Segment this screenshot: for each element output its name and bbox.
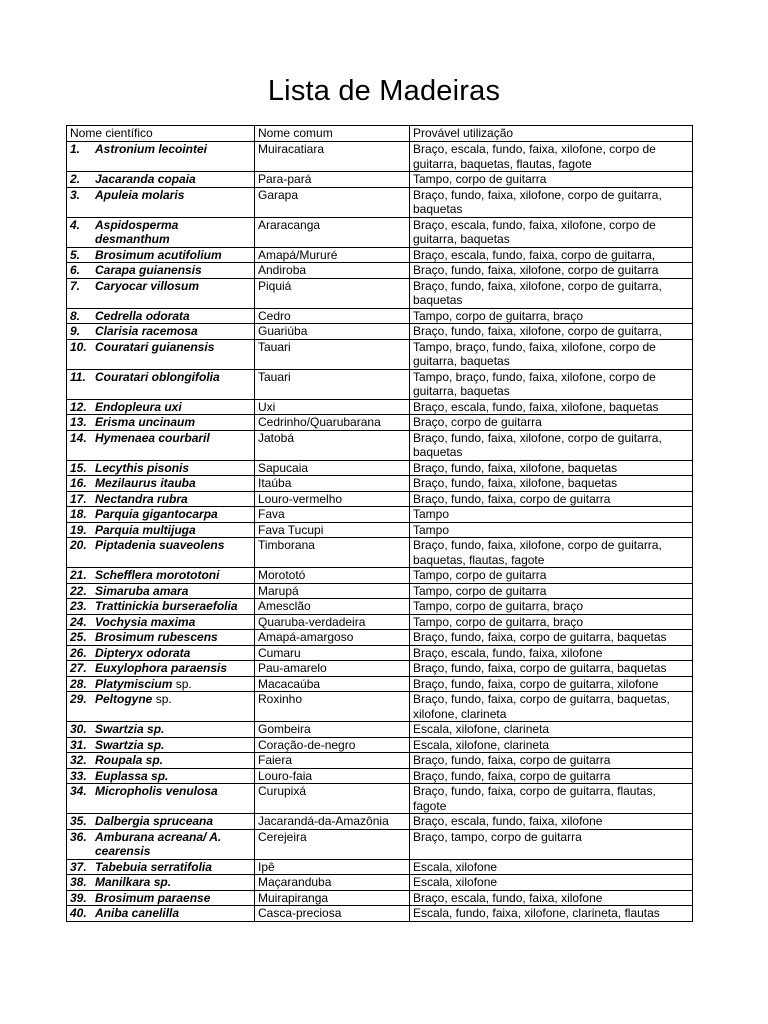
scientific-name: Jacaranda copaia — [95, 172, 196, 186]
scientific-name-cell — [67, 722, 255, 738]
scientific-name: Aniba canelilla — [95, 906, 180, 920]
table-row — [67, 187, 693, 217]
scientific-name-cell — [67, 890, 255, 906]
table-row — [67, 859, 693, 875]
scientific-name-cell — [67, 829, 255, 859]
scientific-name: Mezilaurus itauba — [95, 476, 196, 490]
table-row — [67, 676, 693, 692]
row-number: 28. — [70, 676, 87, 691]
table-row — [67, 568, 693, 584]
row-number: 30. — [70, 722, 87, 736]
scientific-name: Parquia multijuga — [95, 522, 196, 537]
row-number: 34. — [70, 784, 87, 798]
scientific-name: Lecythis pisonis — [95, 460, 190, 475]
probable-use-cell: Braço, fundo, faixa, xilofone, baquetas — [410, 476, 693, 492]
table-row — [67, 875, 693, 891]
header-common-name: Nome comum — [255, 126, 410, 142]
table-row — [67, 430, 693, 460]
probable-use-cell: Tampo, corpo de guitarra — [410, 568, 693, 584]
row-number: 1. — [70, 142, 81, 156]
table-header-row — [67, 126, 693, 142]
header-probable-use: Provável utilização — [410, 126, 693, 142]
probable-use-cell: Tampo — [410, 507, 693, 523]
common-name-cell: Araracanga — [255, 217, 410, 247]
scientific-name: Swartzia sp. — [95, 722, 165, 736]
common-name-cell: Roxinho — [255, 692, 410, 722]
scientific-name-cell — [67, 522, 255, 538]
scientific-name: Aspidosperma desmanthum — [95, 217, 179, 246]
scientific-name-cell — [67, 507, 255, 523]
scientific-name-cell — [67, 737, 255, 753]
row-number: 20. — [70, 538, 87, 552]
scientific-name-cell — [67, 187, 255, 217]
table-row — [67, 906, 693, 922]
scientific-name-cell — [67, 692, 255, 722]
common-name-cell: Garapa — [255, 187, 410, 217]
row-number: 37. — [70, 859, 87, 874]
table-row — [67, 476, 693, 492]
row-number: 4. — [70, 217, 81, 232]
table-row — [67, 890, 693, 906]
row-number: 29. — [70, 692, 87, 706]
row-number: 8. — [70, 308, 81, 323]
scientific-name-cell — [67, 278, 255, 308]
table-row — [67, 722, 693, 738]
scientific-name: Hymenaea courbaril — [95, 430, 210, 445]
row-number: 3. — [70, 187, 81, 202]
row-number: 2. — [70, 172, 81, 186]
row-number: 35. — [70, 814, 87, 828]
page-title: Lista de Madeiras — [267, 75, 501, 107]
table-row — [67, 538, 693, 568]
probable-use-cell: Braço, fundo, faixa, xilofone, corpo de guitarra — [410, 263, 693, 279]
scientific-name: Couratari guianensis — [95, 339, 215, 354]
scientific-name: Amburana acreana/ A. cearensis — [95, 829, 222, 858]
scientific-name: Micropholis venulosa — [95, 784, 218, 798]
row-number: 9. — [70, 324, 81, 338]
scientific-name: Endopleura uxi — [95, 399, 182, 414]
row-number: 12. — [70, 399, 87, 414]
scientific-name: Brosimum paraense — [95, 890, 211, 905]
probable-use-cell: Escala, xilofone — [410, 875, 693, 891]
common-name-cell: Fava — [255, 507, 410, 523]
scientific-name: Schefflera morototoni — [95, 568, 220, 582]
probable-use-cell: Braço, fundo, faixa, xilofone, corpo de guitarra, — [410, 324, 693, 340]
scientific-name-cell — [67, 217, 255, 247]
probable-use-cell: Braço, fundo, faixa, corpo de guitarra — [410, 753, 693, 769]
row-number: 19. — [70, 522, 87, 537]
probable-use-cell: Braço, fundo, faixa, corpo de guitarra, flautas, fagote — [410, 784, 693, 814]
scientific-name: Cedrella odorata — [95, 308, 190, 323]
common-name-cell: Piquiá — [255, 278, 410, 308]
common-name-cell: Louro-faia — [255, 768, 410, 784]
row-number: 6. — [70, 263, 81, 277]
probable-use-cell: Braço, fundo, faixa, corpo de guitarra — [410, 491, 693, 507]
scientific-name-cell — [67, 172, 255, 188]
row-number: 25. — [70, 630, 87, 644]
common-name-cell: Tauari — [255, 339, 410, 369]
scientific-name: Apuleia molaris — [95, 187, 185, 202]
scientific-name-cell — [67, 568, 255, 584]
common-name-cell: Andiroba — [255, 263, 410, 279]
row-number: 17. — [70, 491, 87, 506]
scientific-name-cell — [67, 614, 255, 630]
common-name-cell: Cerejeira — [255, 829, 410, 859]
row-number: 5. — [70, 247, 81, 262]
scientific-name-cell — [67, 491, 255, 507]
probable-use-cell: Tampo, corpo de guitarra, braço — [410, 614, 693, 630]
scientific-name: Euxylophora paraensis — [95, 661, 228, 675]
scientific-name-cell — [67, 476, 255, 492]
header-scientific-name: Nome científico — [67, 126, 255, 142]
probable-use-cell: Braço, fundo, faixa, corpo de guitarra, xilofone — [410, 676, 693, 692]
row-number: 27. — [70, 661, 87, 675]
scientific-name-cell — [67, 399, 255, 415]
row-number: 26. — [70, 645, 87, 660]
table-row — [67, 369, 693, 399]
table-row — [67, 339, 693, 369]
probable-use-cell: Braço, escala, fundo, faixa, xilofone, corpo de guitarra, baquetas — [410, 217, 693, 247]
common-name-cell: Guariúba — [255, 324, 410, 340]
probable-use-cell: Braço, fundo, faixa, xilofone, corpo de guitarra, baquetas, flautas, fagote — [410, 538, 693, 568]
probable-use-cell: Braço, fundo, faixa, corpo de guitarra, baquetas — [410, 630, 693, 646]
scientific-name: Carapa guianensis — [95, 263, 202, 277]
common-name-cell: Itaúba — [255, 476, 410, 492]
table-body — [67, 142, 693, 922]
row-number: 24. — [70, 614, 87, 629]
row-number: 11. — [70, 369, 86, 384]
scientific-name: Parquia gigantocarpa — [95, 507, 218, 521]
common-name-cell: Tauari — [255, 369, 410, 399]
probable-use-cell: Braço, fundo, faixa, xilofone, corpo de guitarra, baquetas — [410, 430, 693, 460]
scientific-name: Platymiscium — [95, 676, 173, 691]
common-name-cell: Ipê — [255, 859, 410, 875]
row-number: 33. — [70, 768, 87, 783]
common-name-cell: Amapá-amargoso — [255, 630, 410, 646]
common-name-cell: Amesclão — [255, 599, 410, 615]
common-name-cell: Coração-de-negro — [255, 737, 410, 753]
probable-use-cell: Braço, fundo, faixa, corpo de guitarra, baquetas — [410, 661, 693, 677]
probable-use-cell: Braço, fundo, faixa, xilofone, corpo de guitarra, baquetas — [410, 278, 693, 308]
probable-use-cell: Braço, tampo, corpo de guitarra — [410, 829, 693, 859]
scientific-name-cell — [67, 661, 255, 677]
row-number: 18. — [70, 507, 87, 521]
probable-use-cell: Braço, escala, fundo, faixa, xilofone — [410, 890, 693, 906]
common-name-cell: Muirapiranga — [255, 890, 410, 906]
common-name-cell: Uxi — [255, 399, 410, 415]
row-number: 22. — [70, 583, 87, 598]
probable-use-cell: Tampo, corpo de guitarra, braço — [410, 308, 693, 324]
common-name-cell: Jacarandá-da-Amazônia — [255, 814, 410, 830]
table-row — [67, 278, 693, 308]
probable-use-cell: Escala, fundo, faixa, xilofone, clarineta, flautas — [410, 906, 693, 922]
table-row — [67, 784, 693, 814]
table-row — [67, 522, 693, 538]
table-row — [67, 630, 693, 646]
table-row — [67, 599, 693, 615]
table-row — [67, 491, 693, 507]
common-name-cell: Pau-amarelo — [255, 661, 410, 677]
row-number: 13. — [70, 415, 87, 429]
scientific-name: Erisma uncinaum — [95, 415, 196, 429]
probable-use-cell: Braço, corpo de guitarra — [410, 415, 693, 431]
probable-use-cell: Braço, escala, fundo, faixa, xilofone — [410, 645, 693, 661]
table-row — [67, 829, 693, 859]
table-row — [67, 614, 693, 630]
row-number: 21. — [70, 568, 87, 582]
scientific-name-cell — [67, 339, 255, 369]
common-name-cell: Quaruba-verdadeira — [255, 614, 410, 630]
row-number: 38. — [70, 875, 87, 889]
probable-use-cell: Braço, fundo, faixa, xilofone, baquetas — [410, 460, 693, 476]
probable-use-cell: Braço, fundo, faixa, corpo de guitarra, baquetas, xilofone, clarineta — [410, 692, 693, 722]
row-number: 7. — [70, 278, 81, 293]
scientific-name-cell — [67, 676, 255, 692]
scientific-name: Simaruba amara — [95, 583, 189, 598]
common-name-cell: Cumaru — [255, 645, 410, 661]
table-row — [67, 460, 693, 476]
scientific-name-cell — [67, 875, 255, 891]
scientific-name: Tabebuia serratifolia — [95, 859, 212, 874]
common-name-cell: Maçaranduba — [255, 875, 410, 891]
scientific-name: Nectandra rubra — [95, 491, 188, 506]
scientific-name: Couratari oblongifolia — [95, 369, 220, 384]
common-name-cell: Faiera — [255, 753, 410, 769]
probable-use-cell: Tampo, braço, fundo, faixa, xilofone, corpo de guitarra, baquetas — [410, 369, 693, 399]
table-row — [67, 415, 693, 431]
scientific-name-cell — [67, 906, 255, 922]
scientific-name-cell — [67, 599, 255, 615]
common-name-cell: Casca-preciosa — [255, 906, 410, 922]
scientific-name: Brosimum acutifolium — [95, 247, 222, 262]
scientific-name: Euplassa sp. — [95, 768, 169, 783]
table-row — [67, 737, 693, 753]
scientific-name: Astronium lecointei — [95, 142, 208, 156]
scientific-name-cell — [67, 324, 255, 340]
common-name-cell: Timborana — [255, 538, 410, 568]
probable-use-cell: Braço, escala, fundo, faixa, xilofone — [410, 814, 693, 830]
common-name-cell: Louro-vermelho — [255, 491, 410, 507]
common-name-cell: Muiracatiara — [255, 142, 410, 172]
common-name-cell: Cedrinho/Quarubarana — [255, 415, 410, 431]
scientific-name-cell — [67, 784, 255, 814]
species-suffix: sp. — [172, 676, 192, 691]
common-name-cell: Curupixá — [255, 784, 410, 814]
common-name-cell: Fava Tucupi — [255, 522, 410, 538]
row-number: 10. — [70, 339, 87, 354]
scientific-name-cell — [67, 369, 255, 399]
scientific-name: Dalbergia spruceana — [95, 814, 214, 828]
scientific-name: Roupala sp. — [95, 753, 164, 767]
probable-use-cell: Escala, xilofone — [410, 859, 693, 875]
scientific-name-cell — [67, 753, 255, 769]
common-name-cell: Macacaúba — [255, 676, 410, 692]
probable-use-cell: Tampo — [410, 522, 693, 538]
wood-table — [66, 125, 693, 922]
scientific-name: Dipteryx odorata — [95, 645, 191, 660]
table-row — [67, 753, 693, 769]
common-name-cell: Sapucaia — [255, 460, 410, 476]
scientific-name-cell — [67, 142, 255, 172]
scientific-name-cell — [67, 538, 255, 568]
scientific-name: Piptadenia suaveolens — [95, 538, 225, 552]
table-row — [67, 142, 693, 172]
row-number: 36. — [70, 829, 87, 844]
table-row — [67, 324, 693, 340]
scientific-name: Peltogyne — [95, 692, 153, 706]
common-name-cell: Amapá/Mururé — [255, 247, 410, 263]
probable-use-cell: Tampo, corpo de guitarra — [410, 172, 693, 188]
scientific-name-cell — [67, 247, 255, 263]
scientific-name-cell — [67, 430, 255, 460]
table-row — [67, 399, 693, 415]
table-row — [67, 217, 693, 247]
row-number: 32. — [70, 753, 87, 767]
common-name-cell: Cedro — [255, 308, 410, 324]
scientific-name-cell — [67, 263, 255, 279]
scientific-name: Vochysia maxima — [95, 614, 196, 629]
probable-use-cell: Braço, escala, fundo, faixa, xilofone, baquetas — [410, 399, 693, 415]
scientific-name: Swartzia sp. — [95, 737, 165, 752]
table-row — [67, 507, 693, 523]
scientific-name: Caryocar villosum — [95, 278, 200, 293]
table-row — [67, 263, 693, 279]
table-row — [67, 692, 693, 722]
row-number: 14. — [70, 430, 87, 445]
row-number: 15. — [70, 460, 87, 475]
row-number: 39. — [70, 890, 87, 905]
scientific-name: Brosimum rubescens — [95, 630, 218, 644]
probable-use-cell: Braço, escala, fundo, faixa, corpo de guitarra, — [410, 247, 693, 263]
scientific-name-cell — [67, 583, 255, 599]
common-name-cell: Gombeira — [255, 722, 410, 738]
row-number: 31. — [70, 737, 87, 752]
scientific-name-cell — [67, 630, 255, 646]
probable-use-cell: Braço, fundo, faixa, corpo de guitarra — [410, 768, 693, 784]
scientific-name: Clarisia racemosa — [95, 324, 198, 338]
scientific-name-cell — [67, 859, 255, 875]
scientific-name-cell — [67, 645, 255, 661]
table-row — [67, 583, 693, 599]
table-row — [67, 172, 693, 188]
common-name-cell: Jatobá — [255, 430, 410, 460]
probable-use-cell: Escala, xilofone, clarineta — [410, 737, 693, 753]
scientific-name-cell — [67, 415, 255, 431]
scientific-name-cell — [67, 814, 255, 830]
probable-use-cell: Tampo, braço, fundo, faixa, xilofone, corpo de guitarra, baquetas — [410, 339, 693, 369]
row-number: 40. — [70, 906, 87, 920]
table-row — [67, 645, 693, 661]
scientific-name-cell — [67, 460, 255, 476]
common-name-cell: Morototó — [255, 568, 410, 584]
probable-use-cell: Tampo, corpo de guitarra, braço — [410, 599, 693, 615]
species-suffix: sp. — [152, 692, 172, 706]
scientific-name: Trattinickia burseraefolia — [95, 599, 238, 613]
probable-use-cell: Braço, escala, fundo, faixa, xilofone, corpo de guitarra, baquetas, flautas, fagote — [410, 142, 693, 172]
row-number: 23. — [70, 599, 87, 613]
table-row — [67, 661, 693, 677]
table-row — [67, 247, 693, 263]
scientific-name: Manilkara sp. — [95, 875, 172, 889]
probable-use-cell: Escala, xilofone, clarineta — [410, 722, 693, 738]
table-row — [67, 768, 693, 784]
table-row — [67, 308, 693, 324]
table-row — [67, 814, 693, 830]
scientific-name-cell — [67, 308, 255, 324]
probable-use-cell: Tampo, corpo de guitarra — [410, 583, 693, 599]
scientific-name-cell — [67, 768, 255, 784]
common-name-cell: Marupá — [255, 583, 410, 599]
probable-use-cell: Braço, fundo, faixa, xilofone, corpo de guitarra, baquetas — [410, 187, 693, 217]
row-number: 16. — [70, 476, 87, 490]
common-name-cell: Para-pará — [255, 172, 410, 188]
